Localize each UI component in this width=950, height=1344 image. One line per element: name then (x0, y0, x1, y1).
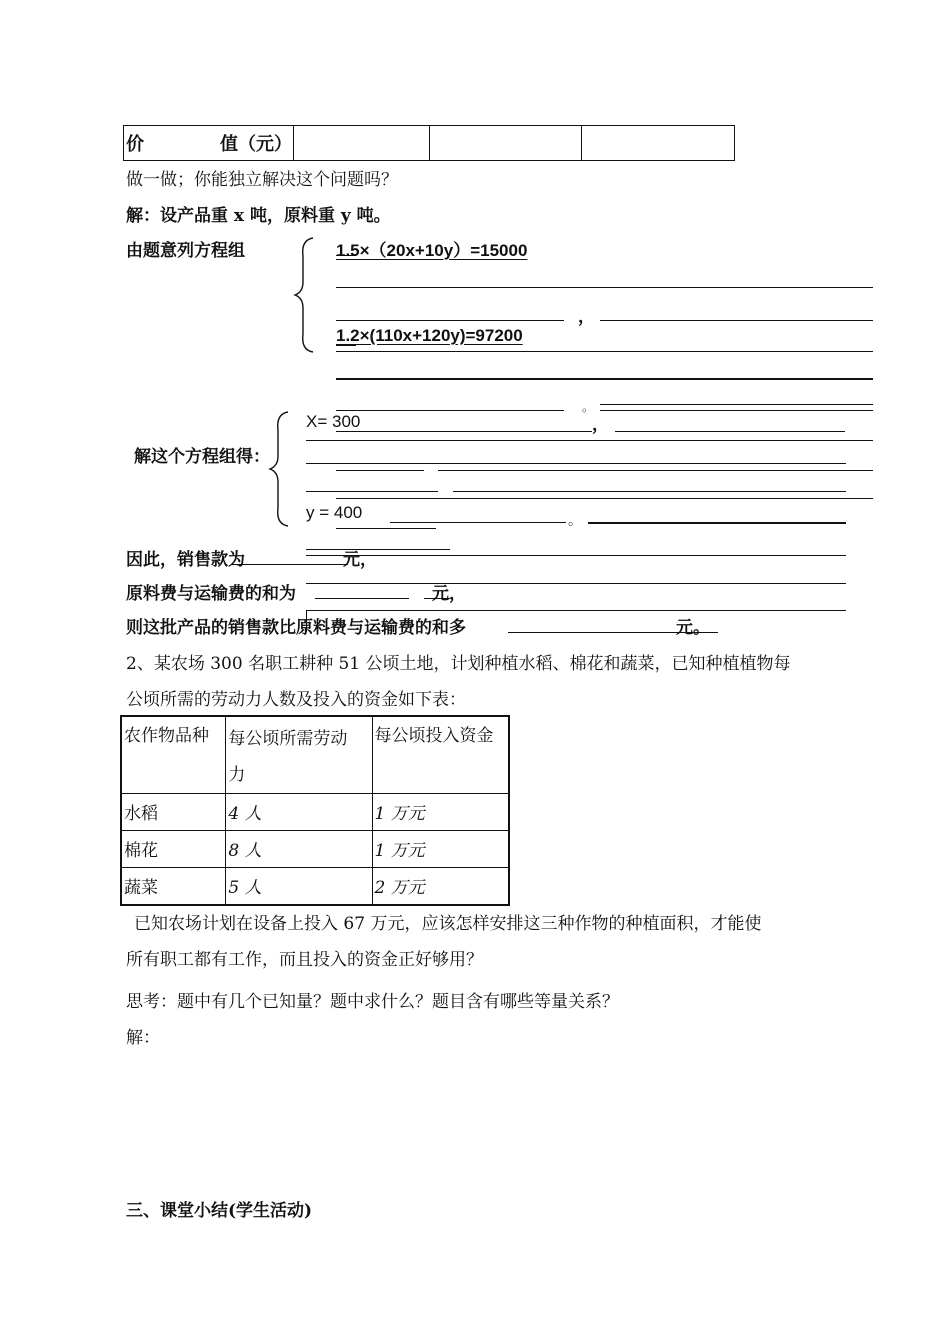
cost-prefix: 原料费与运输费的和为 (126, 584, 296, 604)
value-cell-1 (294, 126, 430, 161)
comma-mark: ， (578, 307, 595, 326)
table-cell: 棉花 (121, 831, 226, 868)
blank-line (453, 491, 846, 492)
blank-line (306, 440, 873, 441)
solution-y: y = 400 (306, 503, 363, 522)
sales-blank-underline (232, 564, 348, 565)
table-header-cell: 每公顷所需劳动 力 (226, 716, 372, 794)
table-row (121, 868, 509, 905)
blank-line (336, 287, 873, 288)
equation-2: 1.2×(110x+120y)=97200 (336, 326, 523, 345)
solution-x: X= 300 (306, 412, 361, 431)
table-cell: 8 人 (226, 831, 372, 868)
problem2-line1: 2、某农场 300 名职工耕种 51 公顷土地，计划种植水稻、棉花和蔬菜，已知种植植物每 (126, 654, 791, 674)
small-circle-mark: 。 (582, 400, 595, 414)
comma-mark: ， (592, 415, 609, 434)
table-cell: 2 万元 (372, 868, 509, 905)
diff-blank (466, 618, 676, 638)
table-row (121, 794, 509, 831)
blank-line (600, 320, 873, 321)
left-brace-equations (293, 236, 317, 354)
blank-line (336, 351, 873, 352)
value-label-right: 值（元） (220, 134, 292, 155)
problem2-line2: 公顷所需的劳动力人数及投入的资金如下表： (126, 690, 466, 710)
value-label-cell (124, 126, 294, 161)
solve-label: 解这个方程组得： (134, 447, 270, 467)
blank-line (306, 583, 846, 584)
value-cell-2 (429, 126, 582, 161)
problem2-line3: 已知农场计划在设备上投入 67 万元，应该怎样安排这三种作物的种植面积，才能使 (134, 914, 762, 934)
table-cell: 4 人 (226, 794, 372, 831)
diff-line (126, 613, 710, 638)
think-text: 思考：题中有几个已知量？题中求什么？题目含有哪些等量关系？ (126, 992, 619, 1012)
sales-blank (245, 550, 343, 570)
equation-1: 1.5×（20x+10y）=15000 (336, 241, 528, 260)
table-header-row (121, 716, 509, 794)
equation-label: 由题意列方程组 (126, 241, 245, 261)
small-circle-mark: 。 (568, 513, 582, 529)
blank-line (336, 378, 873, 380)
blank-line (336, 528, 436, 529)
blank-line (588, 522, 846, 524)
blank-line (600, 404, 873, 405)
cost-blank-underline (315, 598, 409, 599)
table-cell: 水稻 (121, 794, 226, 831)
blank-line (336, 470, 424, 471)
crop-table (120, 715, 510, 906)
table-header-cell: 农作物品种 (121, 716, 226, 794)
diff-prefix: 则这批产品的销售款比原料费与运输费的和多 (126, 618, 466, 638)
blank-line (336, 320, 564, 321)
value-label-left: 价 (126, 134, 144, 155)
table-cell: 5 人 (226, 868, 372, 905)
value-cell-3 (582, 126, 735, 161)
blank-line (615, 431, 845, 432)
cost-blank-underline (424, 598, 450, 599)
eq2-underline-lead (336, 345, 356, 346)
x-answer-underline (336, 431, 592, 432)
answer-label: 解： (126, 1028, 160, 1048)
blank-line (306, 463, 846, 464)
blank-line (306, 555, 846, 556)
table-header-cell: 每公顷投入资金 (372, 716, 509, 794)
divider (306, 610, 307, 632)
diff-suffix: 元。 (676, 618, 710, 638)
cost-blank (296, 584, 432, 604)
blank-line (438, 470, 873, 471)
cost-suffix: 元， (432, 584, 466, 604)
table-row (121, 831, 509, 868)
blank-line (336, 410, 564, 411)
sales-prefix: 因此，销售款为 (126, 550, 245, 570)
blank-line (306, 491, 438, 492)
solution-setup: 解：设产品重 x 吨，原料重 y 吨。 (126, 206, 391, 226)
try-it-text: 做一做；你能独立解决这个问题吗？ (126, 170, 398, 190)
blank-line (600, 410, 873, 411)
table-cell: 1 万元 (372, 794, 509, 831)
sales-suffix: 元， (343, 550, 377, 570)
blank-line (306, 549, 450, 550)
blank-line (306, 610, 846, 611)
table-cell: 1 万元 (372, 831, 509, 868)
eq1-underline-lead (336, 255, 356, 256)
left-brace-solutions (268, 410, 292, 528)
section3-heading: 三、课堂小结(学生活动) (126, 1201, 313, 1221)
table-cell: 蔬菜 (121, 868, 226, 905)
diff-blank-underline (508, 632, 718, 633)
blank-line (336, 498, 873, 499)
value-table (123, 125, 735, 161)
y-answer-underline (390, 522, 566, 523)
problem2-line4: 所有职工都有工作，而且投入的资金正好够用？ (126, 950, 483, 970)
